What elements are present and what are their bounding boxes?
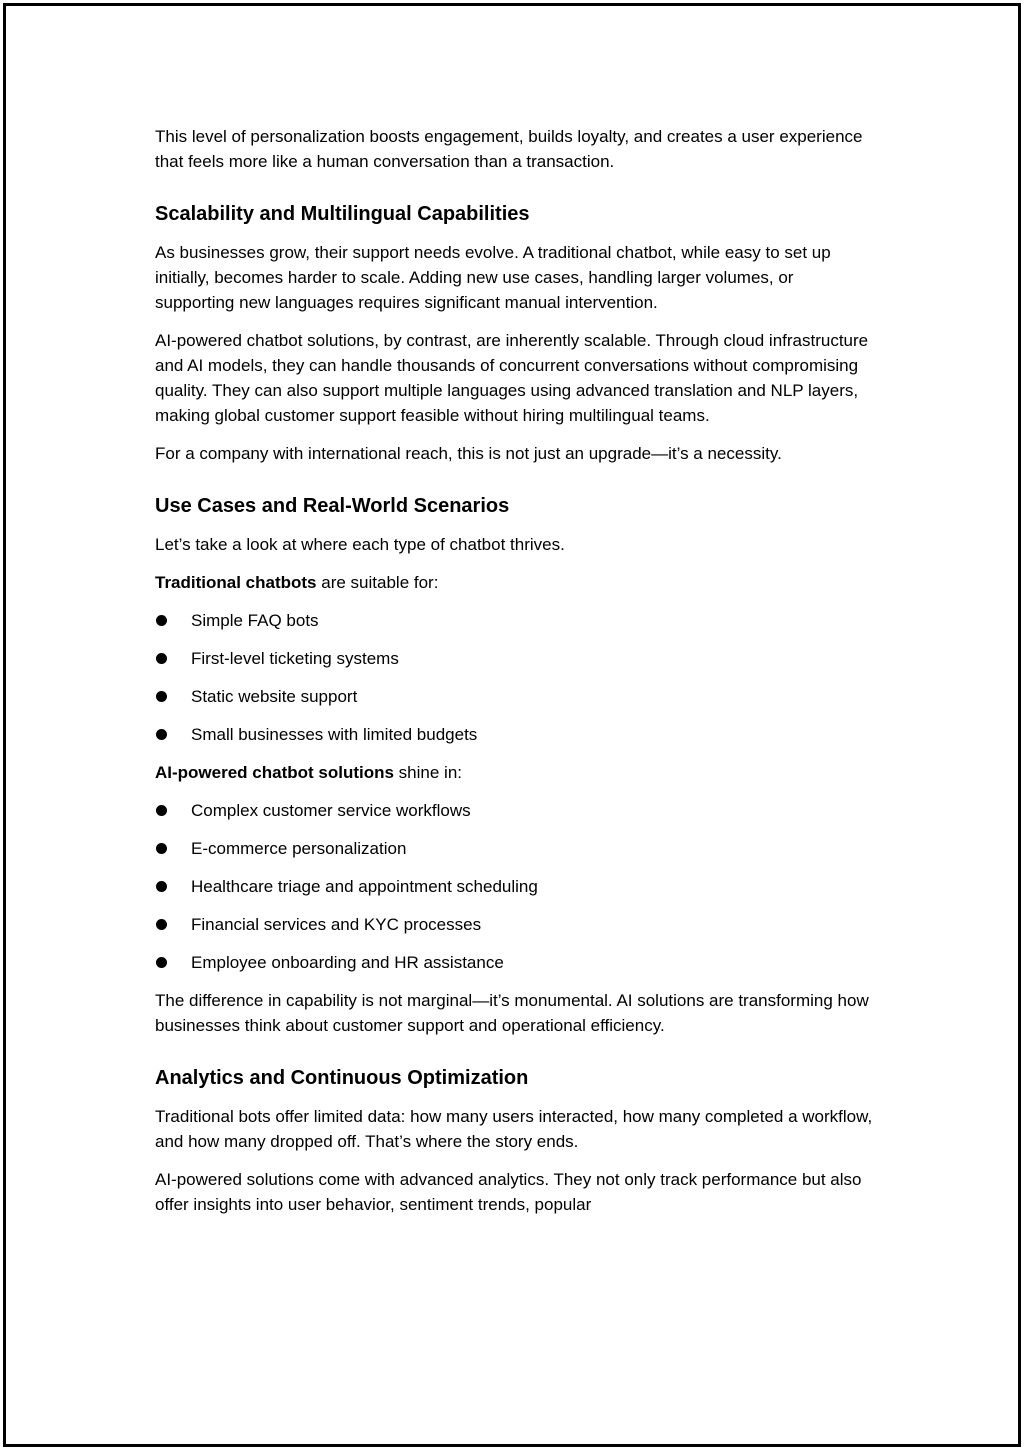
traditional-suffix: are suitable for: bbox=[316, 573, 439, 592]
ai-lead bbox=[155, 760, 875, 785]
list-item-text: Complex customer service workflows bbox=[191, 801, 471, 820]
intro-paragraph: This level of personalization boosts engagement, builds loyalty, and creates a user experience that feels more like a human conversation than a transaction. bbox=[155, 127, 863, 171]
scalability-paragraph-3: For a company with international reach, this is not just an upgrade—it’s a necessity. bbox=[155, 444, 782, 463]
list-item-text: E-commerce personalization bbox=[191, 839, 407, 858]
traditional-list bbox=[155, 608, 875, 747]
bullet-icon bbox=[156, 843, 167, 854]
use-cases-intro: Let’s take a look at where each type of chatbot thrives. bbox=[155, 535, 565, 554]
scalability-paragraph-1: As businesses grow, their support needs evolve. A traditional chatbot, while easy to set up initially, becomes harder to scale. Adding new use cases, handling larger volumes, or supporting new languages requires significant manual intervention. bbox=[155, 243, 831, 312]
list-item bbox=[155, 836, 875, 861]
list-item-text: Simple FAQ bots bbox=[191, 611, 319, 630]
list-item bbox=[155, 912, 875, 937]
list-item-text: First-level ticketing systems bbox=[191, 649, 399, 668]
ai-list bbox=[155, 798, 875, 975]
bullet-icon bbox=[156, 805, 167, 816]
list-item-text: Employee onboarding and HR assistance bbox=[191, 953, 504, 972]
list-item bbox=[155, 722, 875, 747]
scalability-paragraph-2: AI-powered chatbot solutions, by contrast, are inherently scalable. Through cloud infrastructure and AI models, they can handle thousands of concurrent conversations without compromising quality. They can also support multiple languages using advanced translation and NLP layers, making global customer support feasible without hiring multilingual teams. bbox=[155, 331, 869, 425]
heading-use-cases: Use Cases and Real-World Scenarios bbox=[155, 495, 510, 517]
list-item bbox=[155, 798, 875, 823]
bullet-icon bbox=[156, 881, 167, 892]
list-item bbox=[155, 608, 875, 633]
use-cases-conclusion: The difference in capability is not marginal—it’s monumental. AI solutions are transforming how businesses think about customer support and operational efficiency. bbox=[155, 991, 869, 1035]
bullet-icon bbox=[156, 957, 167, 968]
list-item bbox=[155, 646, 875, 671]
bullet-icon bbox=[156, 615, 167, 626]
traditional-label: Traditional chatbots bbox=[155, 573, 317, 592]
list-item bbox=[155, 684, 875, 709]
bullet-icon bbox=[156, 729, 167, 740]
ai-suffix: shine in: bbox=[393, 763, 462, 782]
list-item-text: Financial services and KYC processes bbox=[191, 915, 482, 934]
list-item bbox=[155, 874, 875, 899]
document-body bbox=[155, 124, 875, 1230]
list-item-text: Small businesses with limited budgets bbox=[191, 725, 478, 744]
list-item-text: Healthcare triage and appointment scheduling bbox=[191, 877, 538, 896]
traditional-lead bbox=[155, 570, 875, 595]
bullet-icon bbox=[156, 691, 167, 702]
bullet-icon bbox=[156, 653, 167, 664]
heading-analytics: Analytics and Continuous Optimization bbox=[155, 1067, 529, 1089]
list-item bbox=[155, 950, 875, 975]
ai-label: AI-powered chatbot solutions bbox=[155, 763, 394, 782]
analytics-paragraph-1: Traditional bots offer limited data: how many users interacted, how many completed a workflow, and how many dropped off. That’s where the story ends. bbox=[155, 1107, 873, 1151]
analytics-paragraph-2: AI-powered solutions come with advanced analytics. They not only track performance but also offer insights into user behavior, sentiment trends, popular bbox=[155, 1170, 862, 1214]
bullet-icon bbox=[156, 919, 167, 930]
heading-scalability: Scalability and Multilingual Capabilities bbox=[155, 203, 530, 225]
list-item-text: Static website support bbox=[191, 687, 358, 706]
